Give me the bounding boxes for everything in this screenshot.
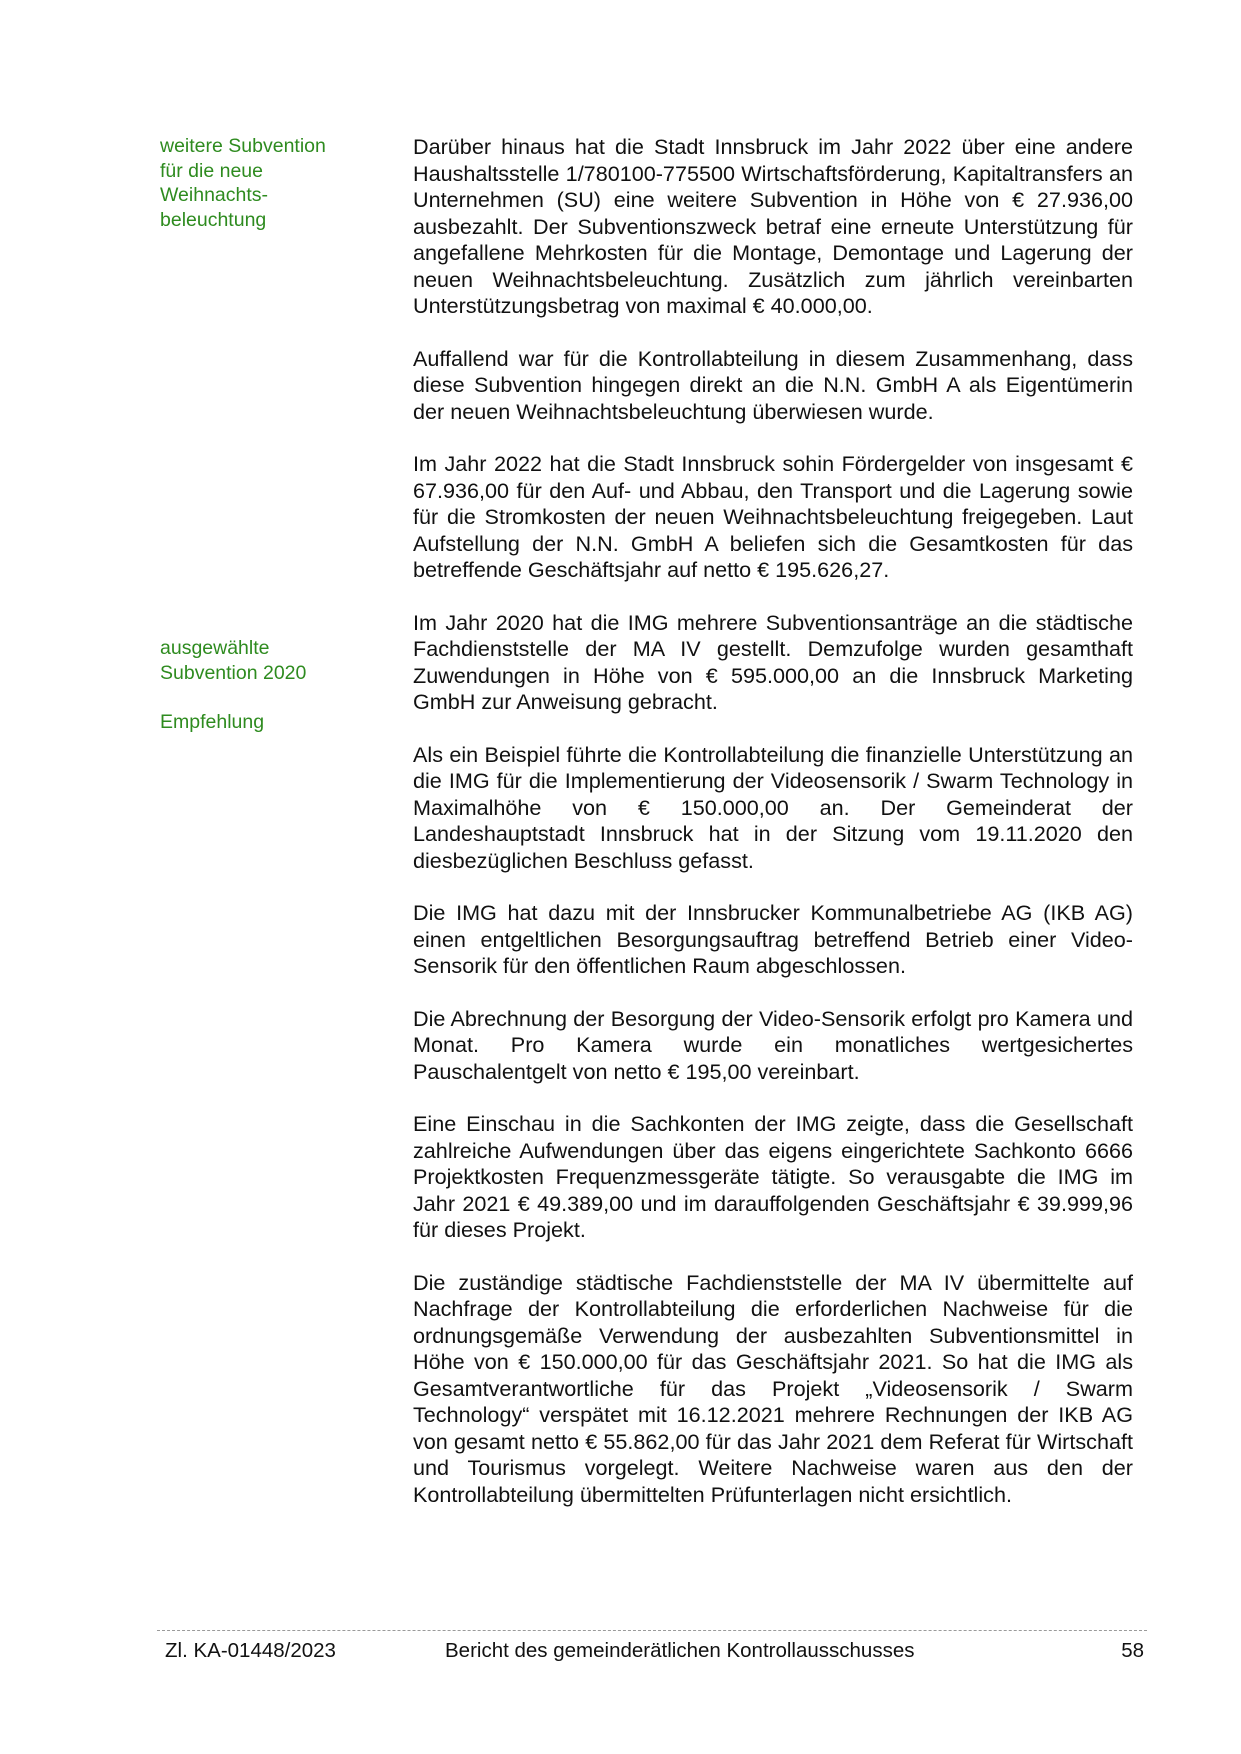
margin-note-ausgewaehlte-subvention	[160, 636, 380, 685]
paragraph: Als ein Beispiel führte die Kontrollabteilung die finanzielle Unterstützung an die IMG für die Implementierung der Videosensorik / Swarm Technology in Maximalhöhe von € 150.000,00 an. Der Gemeinderat der Landeshauptstadt Innsbruck hat in der Sitzung vom 19.11.2020 den diesbezüglichen Beschluss gefasst.	[413, 741, 1133, 873]
footer-reference: Zl. KA-01448/2023	[165, 1639, 336, 1662]
page-number: 58	[1121, 1639, 1144, 1662]
paragraph: Eine Einschau in die Sachkonten der IMG zeigte, dass die Gesellschaft zahlreiche Aufwendungen über das eigens eingerichtete Sachkonto 6666 Projektkosten Frequenzmessgeräte tätigte. So verausgabte die IMG im Jahr 2021 € 49.389,00 und im darauffolgenden Geschäftsjahr € 39.999,96 für dieses Projekt.	[413, 1111, 1133, 1242]
margin-note-text: weitere Subvention für die neue Weihnachts- beleuchtung	[160, 135, 326, 231]
paragraph: Die zuständige städtische Fachdienststelle der MA IV übermittelte auf Nachfrage der Kontrollabteilung die erforderlichen Nachweise für die ordnungsgemäße Verwendung der ausbezahlten Subventionsmittel in Höhe von € 150.000,00 für das Geschäftsjahr 2021. So hat die IMG als Gesamtverantwortliche für das Projekt „Videosensorik / Swarm Technology“ verspätet mit 16.12.2021 mehrere Rechnungen der IKB AG von gesamt netto € 55.862,00 für das Jahr 2021 dem Referat für Wirtschaft und Tourismus vorgelegt. Weitere Nachweise waren aus den der Kontrollabteilung übermittelten Prüfunterlagen nicht ersichtlich.	[413, 1269, 1133, 1507]
margin-note-text: Empfehlung	[160, 711, 265, 733]
paragraph: Darüber hinaus hat die Stadt Innsbruck im Jahr 2022 über eine andere Haushaltsstelle 1/780100-775500 Wirtschaftsförderung, Kapitaltransfers an Unternehmen (SU) eine weitere Subvention in Höhe von € 27.936,00 ausbezahlt. Der Subventionszweck betraf eine erneute Unterstützung für angefallene Mehrkosten für die Montage, Demontage und Lagerung der neuen Weihnachtsbeleuchtung. Zusätzlich zum jährlich vereinbarten Unterstützungsbetrag von maximal € 40.000,00.	[413, 134, 1133, 318]
margin-note-empfehlung	[160, 710, 380, 735]
paragraph: Die Abrechnung der Besorgung der Video-Sensorik erfolgt pro Kamera und Monat. Pro Kamera wurde ein monatliches wertgesichertes Pauschalentgelt von netto € 195,00 vereinbart.	[413, 1005, 1133, 1084]
paragraph: Im Jahr 2020 hat die IMG mehrere Subventionsanträge an die städtische Fachdienststelle der MA IV gestellt. Demzufolge wurden gesamthaft Zuwendungen in Höhe von € 595.000,00 an die Innsbruck Marketing GmbH zur Anweisung gebracht.	[413, 609, 1133, 714]
margin-note-text: ausgewählte Subvention 2020	[160, 637, 307, 684]
margin-note-subvention-weihnachtsbeleuchtung	[160, 134, 380, 232]
footer-divider	[157, 1630, 1147, 1631]
paragraph: Im Jahr 2022 hat die Stadt Innsbruck sohin Fördergelder von insgesamt € 67.936,00 für den Auf- und Abbau, den Transport und die Lagerung sowie für die Stromkosten der neuen Weihnachtsbeleuchtung freigegeben. Laut Aufstellung der N.N. GmbH A beliefen sich die Gesamtkosten für das betreffende Geschäftsjahr auf netto € 195.626,27.	[413, 451, 1133, 582]
paragraph: Die IMG hat dazu mit der Innsbrucker Kommunalbetriebe AG (IKB AG) einen entgeltlichen Besorgungsauftrag betreffend Betrieb einer Video-Sensorik für den öffentlichen Raum abgeschlossen.	[413, 900, 1133, 978]
body-text-column	[413, 134, 1133, 1534]
footer-title: Bericht des gemeinderätlichen Kontrollausschusses	[445, 1639, 915, 1662]
paragraph: Auffallend war für die Kontrollabteilung in diesem Zusammenhang, dass diese Subvention hingegen direkt an die N.N. GmbH A als Eigentümerin der neuen Weihnachtsbeleuchtung überwiesen wurde.	[413, 345, 1133, 424]
